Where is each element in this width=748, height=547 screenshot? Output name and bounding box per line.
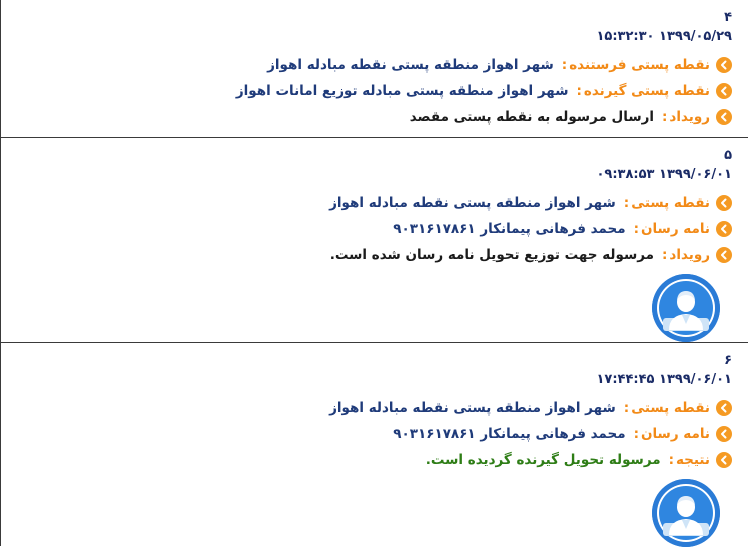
record-row-receiver-point: نقطه پستی گیرنده : شهر اهواز منطقه پستی مبادله توزیع امانات اهواز (1, 78, 732, 104)
record-row-postman: نامه رسان : محمد فرهانی پیمانکار ۹۰۳۱۶۱۷۸۶۱ (1, 421, 732, 447)
record-number: ۵ (724, 148, 732, 163)
row-value: محمد فرهانی پیمانکار ۹۰۳۱۶۱۷۸۶۱ (393, 426, 626, 442)
record-row-result: نتیجه : مرسوله تحویل گیرنده گردیده است. (1, 447, 732, 473)
row-label: نقطه پستی فرستنده (569, 57, 710, 73)
row-label: نقطه پستی (631, 195, 710, 211)
tracking-record (1, 342, 748, 546)
record-datetime: ۱۷:۴۴:۴۵ ۱۳۹۹/۰۶/۰۱ (596, 372, 732, 387)
record-datetime: ۰۹:۳۸:۵۳ ۱۳۹۹/۰۶/۰۱ (596, 167, 732, 182)
record-row-sender-point: نقطه پستی فرستنده : شهر اهواز منطقه پستی نقطه مبادله اهواز (1, 52, 732, 78)
row-value: ارسال مرسوله به نقطه پستی مقصد (409, 109, 654, 125)
row-label: نامه رسان (640, 426, 710, 442)
row-value: شهر اهواز منطقه پستی نقطه مبادله اهواز (329, 195, 616, 211)
record-row-event: رویداد : مرسوله جهت توزیع تحویل نامه رسان شده است. (1, 242, 732, 268)
row-value: محمد فرهانی پیمانکار ۹۰۳۱۶۱۷۸۶۱ (393, 221, 626, 237)
row-value: مرسوله تحویل گیرنده گردیده است. (425, 452, 661, 468)
tracking-record (1, 137, 748, 342)
row-value: مرسوله جهت توزیع تحویل نامه رسان شده است. (329, 247, 654, 263)
tracking-record (1, 0, 748, 137)
row-label: نامه رسان (640, 221, 710, 237)
arrow-left-circle-icon (716, 426, 732, 442)
record-row-post-point: نقطه پستی : شهر اهواز منطقه پستی نقطه مبادله اهواز (1, 395, 732, 421)
person-avatar-icon (652, 479, 720, 547)
arrow-left-circle-icon (716, 400, 732, 416)
row-label: رویداد (669, 109, 710, 125)
record-number: ۶ (724, 353, 732, 368)
row-label: نتیجه (675, 452, 710, 468)
arrow-left-circle-icon (716, 83, 732, 99)
record-row-post-point: نقطه پستی : شهر اهواز منطقه پستی نقطه مبادله اهواز (1, 190, 732, 216)
arrow-left-circle-icon (716, 247, 732, 263)
record-datetime: ۱۵:۳۲:۳۰ ۱۳۹۹/۰۵/۲۹ (596, 29, 732, 44)
row-label: نقطه پستی گیرنده (583, 83, 710, 99)
arrow-left-circle-icon (716, 57, 732, 73)
arrow-left-circle-icon (716, 452, 732, 468)
row-value: شهر اهواز منطقه پستی نقطه مبادله اهواز (329, 400, 616, 416)
arrow-left-circle-icon (716, 221, 732, 237)
arrow-left-circle-icon (716, 195, 732, 211)
record-row-postman: نامه رسان : محمد فرهانی پیمانکار ۹۰۳۱۶۱۷۸۶۱ (1, 216, 732, 242)
row-value: شهر اهواز منطقه پستی نقطه مبادله اهواز (267, 57, 554, 73)
row-value: شهر اهواز منطقه پستی مبادله توزیع امانات اهواز (235, 83, 569, 99)
arrow-left-circle-icon (716, 109, 732, 125)
record-row-event: رویداد : ارسال مرسوله به نقطه پستی مقصد (1, 104, 732, 130)
person-avatar-icon (652, 274, 720, 342)
row-label: نقطه پستی (631, 400, 710, 416)
row-label: رویداد (669, 247, 710, 263)
record-number: ۴ (724, 10, 732, 25)
